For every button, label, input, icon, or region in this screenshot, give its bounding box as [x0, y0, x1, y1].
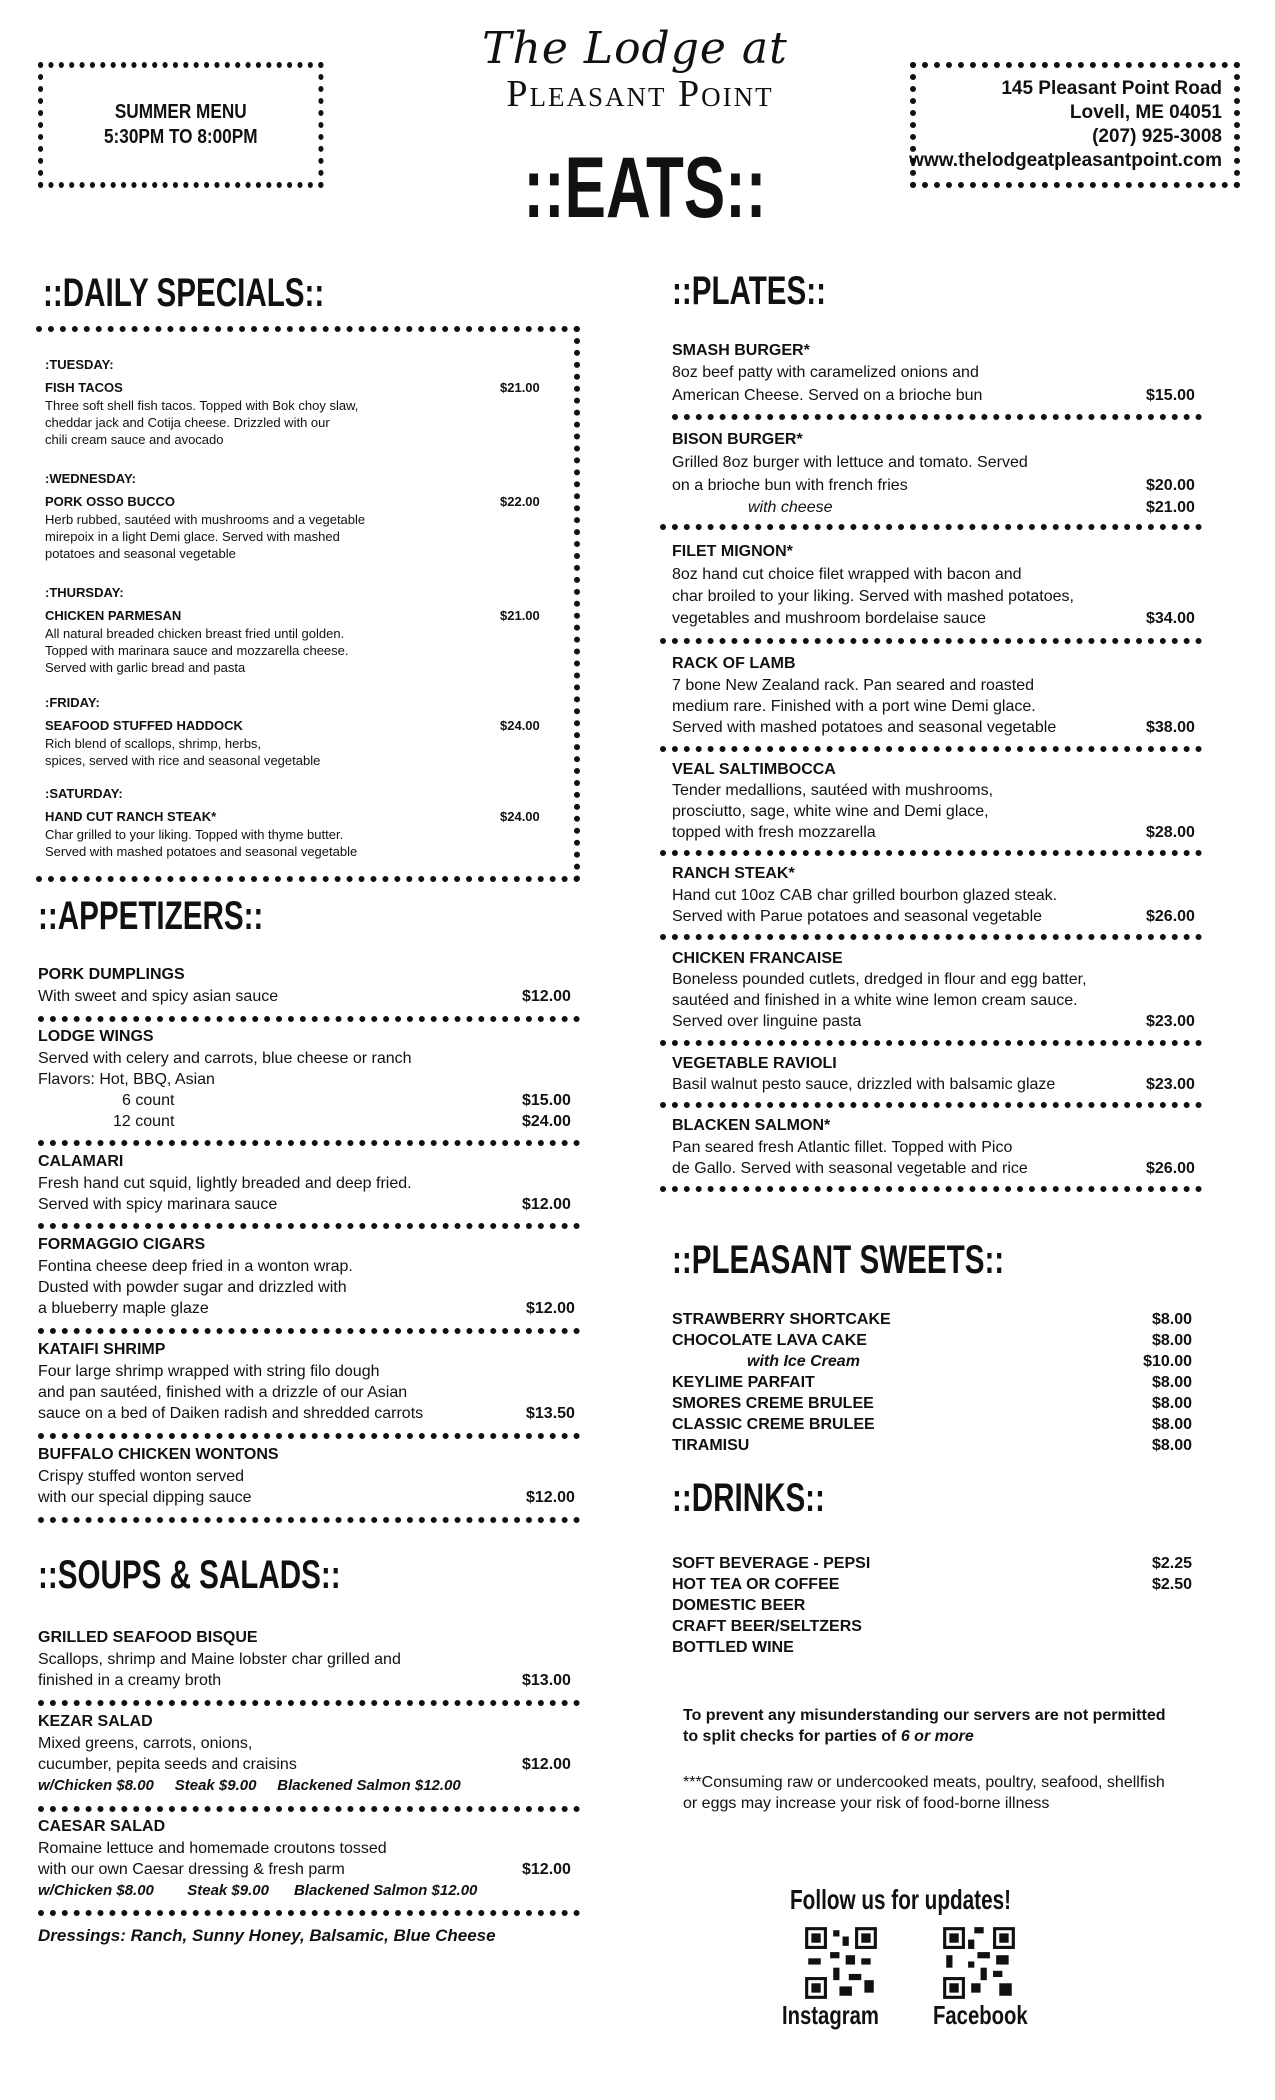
website[interactable]: www.thelodgeatpleasantpoint.com	[909, 150, 1222, 171]
contact-box	[910, 62, 1240, 188]
phone: (207) 925-3008	[1092, 126, 1222, 147]
drink-name: HOT TEA OR COFFEE	[672, 1576, 840, 1593]
specials-heading: ::DAILY SPECIALS::	[43, 271, 325, 315]
sweet-row	[672, 1372, 1192, 1393]
special-desc	[45, 826, 445, 860]
divider	[38, 1433, 580, 1439]
item-desc: a blueberry maple glaze	[38, 1300, 209, 1317]
item-price: $12.00	[526, 1300, 575, 1317]
item-desc: Served with mashed potatoes and seasonal vegetable	[672, 719, 1057, 736]
item-name: CAESAR SALAD	[38, 1818, 166, 1835]
sweet-price: $8.00	[1151, 1332, 1192, 1349]
desc-line: spices, served with rice and seasonal vegetable	[45, 753, 321, 768]
divider	[660, 1186, 1202, 1192]
item-name: VEGETABLE RAVIOLI	[672, 1055, 837, 1072]
item-price: $13.50	[526, 1405, 575, 1422]
option-label: 6 count	[122, 1092, 175, 1109]
special-name: FISH TACOS	[45, 380, 123, 395]
drink-name: CRAFT BEER/SELTZERS	[672, 1618, 862, 1635]
sweet-name: CLASSIC CREME BRULEE	[672, 1416, 875, 1433]
logo-main: Pleasant Point	[506, 73, 774, 115]
item-price: $12.00	[522, 1861, 571, 1878]
item-price: $12.00	[526, 1489, 575, 1506]
item-price: $13.00	[522, 1672, 571, 1689]
drink-name: BOTTLED WINE	[672, 1639, 794, 1656]
divider	[38, 1223, 580, 1229]
desc-line: All natural breaded chicken breast fried until golden.	[45, 626, 345, 641]
item-desc: Basil walnut pesto sauce, drizzled with balsamic glaze	[672, 1076, 1056, 1093]
item-name: FORMAGGIO CIGARS	[38, 1236, 206, 1253]
divider	[38, 1700, 580, 1706]
menu-hours: 5:30PM TO 8:00PM	[103, 126, 258, 148]
item-name: BISON BURGER*	[672, 431, 803, 448]
soups-heading: ::SOUPS & SALADS::	[38, 1553, 341, 1597]
divider	[660, 1102, 1202, 1108]
addons: w/Chicken $8.00 Steak $9.00 Blackened Salmon $12.00	[38, 1882, 478, 1899]
address-line2: Lovell, ME 04051	[1069, 102, 1222, 123]
divider	[660, 746, 1202, 752]
item-price: $26.00	[1146, 908, 1195, 925]
item-name: LODGE WINGS	[38, 1028, 154, 1045]
item-name: SMASH BURGER*	[672, 342, 810, 359]
special-day: :SATURDAY:	[45, 786, 123, 801]
drink-row	[672, 1553, 1192, 1574]
sweet-name: CHOCOLATE LAVA CAKE	[672, 1332, 867, 1349]
desc-line: Rich blend of scallops, shrimp, herbs,	[45, 736, 262, 751]
special-name: HAND CUT RANCH STEAK*	[45, 809, 217, 824]
drink-price: $2.50	[1151, 1576, 1192, 1593]
item-desc: Scallops, shrimp and Maine lobster char grilled and	[38, 1651, 401, 1668]
item-name: FILET MIGNON*	[672, 543, 793, 560]
desc-line: Char grilled to your liking. Topped with thyme butter.	[45, 827, 344, 842]
item-price: $23.00	[1146, 1076, 1195, 1093]
item-price: $12.00	[522, 1196, 571, 1213]
item-desc: on a brioche bun with french fries	[672, 477, 908, 494]
sweet-price: $10.00	[1143, 1353, 1192, 1370]
item-desc: vegetables and mushroom bordelaise sauce	[672, 610, 986, 627]
item-name: CHICKEN FRANCAISE	[672, 950, 843, 967]
item-desc: topped with fresh mozzarella	[672, 824, 876, 841]
item-price: $34.00	[1146, 610, 1195, 627]
item-desc: and pan sautéed, finished with a drizzle of our Asian	[38, 1384, 408, 1401]
desc-line: chili cream sauce and avocado	[45, 432, 224, 447]
sweet-name: with Ice Cream	[747, 1353, 860, 1370]
facebook-qr-icon[interactable]	[940, 1924, 1018, 2002]
item-desc: Crispy stuffed wonton served	[38, 1468, 245, 1485]
menu-title: SUMMER MENU	[114, 101, 247, 123]
item-desc: finished in a creamy broth	[38, 1672, 222, 1689]
instagram-label[interactable]: Instagram	[782, 2000, 879, 2030]
sweet-name: KEYLIME PARFAIT	[672, 1374, 815, 1391]
divider	[660, 1040, 1202, 1046]
item-desc: Four large shrimp wrapped with string filo dough	[38, 1363, 380, 1380]
sweet-price: $8.00	[1151, 1416, 1192, 1433]
warning-line1: ***Consuming raw or undercooked meats, poultry, seafood, shellfish	[683, 1774, 1165, 1791]
divider	[38, 1910, 580, 1916]
special-day: :WEDNESDAY:	[45, 471, 137, 486]
item-name: RACK OF LAMB	[672, 655, 796, 672]
option-price: $21.00	[1146, 499, 1195, 516]
item-name: BLACKEN SALMON*	[672, 1117, 831, 1134]
sweet-row	[672, 1330, 1192, 1351]
item-price: $28.00	[1146, 824, 1195, 841]
notice-line1: To prevent any misunderstanding our servers are not permitted	[683, 1707, 1166, 1724]
divider	[38, 1328, 580, 1334]
sweet-row	[672, 1393, 1192, 1414]
sweet-price: $8.00	[1151, 1437, 1192, 1454]
drink-name: SOFT BEVERAGE - PEPSI	[672, 1555, 871, 1572]
item-name: CALAMARI	[38, 1153, 124, 1170]
divider	[660, 934, 1202, 940]
item-desc: de Gallo. Served with seasonal vegetable and rice	[672, 1160, 1028, 1177]
desc-line: cheddar jack and Cotija cheese. Drizzled with our	[45, 415, 330, 430]
item-desc: Boneless pounded cutlets, dredged in flour and egg batter,	[672, 971, 1087, 988]
desc-line: Herb rubbed, sautéed with mushrooms and a vegetable	[45, 512, 366, 527]
sweets-heading: ::PLEASANT SWEETS::	[672, 1238, 1005, 1282]
item-desc: Fontina cheese deep fried in a wonton wrap.	[38, 1258, 353, 1275]
sweet-name: SMORES CREME BRULEE	[672, 1395, 874, 1412]
item-desc: char broiled to your liking. Served with mashed potatoes,	[672, 588, 1074, 605]
special-day: :FRIDAY:	[45, 695, 100, 710]
item-desc: with our special dipping sauce	[38, 1489, 252, 1506]
addons: w/Chicken $8.00 Steak $9.00 Blackened Salmon $12.00	[38, 1777, 461, 1794]
divider	[38, 1806, 580, 1812]
item-price: $12.00	[522, 988, 571, 1005]
special-name: CHICKEN PARMESAN	[45, 608, 182, 623]
item-desc: Served over linguine pasta	[672, 1013, 862, 1030]
split-check-notice	[683, 1705, 1223, 1747]
drink-name: DOMESTIC BEER	[672, 1597, 806, 1614]
item-desc: Served with celery and carrots, blue cheese or ranch	[38, 1050, 412, 1067]
notice-line2-emph: 6 or more	[900, 1728, 974, 1745]
item-price: $26.00	[1146, 1160, 1195, 1177]
logo-script: The Lodge at	[482, 23, 788, 74]
item-desc: Tender medallions, sautéed with mushrooms,	[672, 782, 994, 799]
drink-price: $2.25	[1151, 1555, 1192, 1572]
item-desc: With sweet and spicy asian sauce	[38, 988, 279, 1005]
item-price: $15.00	[1146, 387, 1195, 404]
item-name: VEAL SALTIMBOCCA	[672, 761, 836, 778]
item-name: KATAIFI SHRIMP	[38, 1341, 166, 1358]
item-desc: Flavors: Hot, BBQ, Asian	[38, 1071, 215, 1088]
special-desc	[45, 511, 445, 562]
sweet-name: STRAWBERRY SHORTCAKE	[672, 1311, 891, 1328]
special-price: $21.00	[500, 380, 540, 395]
hours-box	[38, 62, 324, 188]
divider	[672, 414, 1202, 420]
warning-line2: or eggs may increase your risk of food-borne illness	[683, 1795, 1050, 1812]
item-desc: Served with spicy marinara sauce	[38, 1196, 278, 1213]
item-desc: Dusted with powder sugar and drizzled with	[38, 1279, 347, 1296]
item-desc: medium rare. Finished with a port wine Demi glace.	[672, 698, 1036, 715]
item-name: PORK DUMPLINGS	[38, 966, 185, 983]
option-label: 12 count	[113, 1113, 175, 1130]
special-price: $24.00	[500, 809, 540, 824]
desc-line: Served with garlic bread and pasta	[45, 660, 246, 675]
item-desc: Romaine lettuce and homemade croutons tossed	[38, 1840, 387, 1857]
sweet-price: $8.00	[1151, 1311, 1192, 1328]
item-desc: 7 bone New Zealand rack. Pan seared and roasted	[672, 677, 1035, 694]
sweet-price: $8.00	[1151, 1374, 1192, 1391]
divider	[38, 1140, 580, 1146]
dressings: Dressings: Ranch, Sunny Honey, Balsamic, Blue Cheese	[38, 1926, 496, 1945]
divider	[38, 1016, 580, 1022]
notice-line2	[683, 1726, 1223, 1747]
special-price: $24.00	[500, 718, 540, 733]
option-price: $24.00	[522, 1113, 571, 1130]
item-desc: Served with Parue potatoes and seasonal vegetable	[672, 908, 1043, 925]
instagram-qr-icon[interactable]	[802, 1924, 880, 2002]
desc-line: Three soft shell fish tacos. Topped with Bok choy slaw,	[45, 398, 359, 413]
divider	[660, 638, 1202, 644]
facebook-label[interactable]: Facebook	[933, 2000, 1028, 2030]
divider	[660, 524, 1202, 530]
special-name: SEAFOOD STUFFED HADDOCK	[45, 718, 243, 733]
item-desc: with our own Caesar dressing & fresh parm	[38, 1861, 345, 1878]
item-name: KEZAR SALAD	[38, 1713, 153, 1730]
option-price: $15.00	[522, 1092, 571, 1109]
special-price: $21.00	[500, 608, 540, 623]
item-price: $20.00	[1146, 477, 1195, 494]
drink-row	[672, 1637, 1192, 1658]
sweet-price: $8.00	[1151, 1395, 1192, 1412]
sweet-name: TIRAMISU	[672, 1437, 750, 1454]
divider	[38, 1517, 580, 1523]
drink-row	[672, 1595, 1192, 1616]
item-name: GRILLED SEAFOOD BISQUE	[38, 1629, 258, 1646]
notice-line2-prefix: to split checks for parties of	[683, 1728, 901, 1745]
item-desc: cucumber, pepita seeds and craisins	[38, 1756, 297, 1773]
item-price: $23.00	[1146, 1013, 1195, 1030]
special-day: :THURSDAY:	[45, 585, 124, 600]
desc-line: Served with mashed potatoes and seasonal vegetable	[45, 844, 358, 859]
sweet-row	[672, 1309, 1192, 1330]
sweet-row	[672, 1435, 1192, 1456]
item-desc: Hand cut 10oz CAB char grilled bourbon glazed steak.	[672, 887, 1058, 904]
item-desc: 8oz beef patty with caramelized onions and	[672, 364, 979, 381]
item-desc: 8oz hand cut choice filet wrapped with bacon and	[672, 566, 1022, 583]
item-price: $38.00	[1146, 719, 1195, 736]
item-desc: American Cheese. Served on a brioche bun	[672, 387, 983, 404]
item-name: BUFFALO CHICKEN WONTONS	[38, 1446, 279, 1463]
special-name: PORK OSSO BUCCO	[45, 494, 176, 509]
plates-heading: ::PLATES::	[672, 269, 827, 313]
divider	[660, 850, 1202, 856]
sweet-row	[672, 1351, 1192, 1372]
drink-row	[672, 1574, 1192, 1595]
item-desc: Pan seared fresh Atlantic fillet. Topped with Pico	[672, 1139, 1013, 1156]
desc-line: Topped with marinara sauce and mozzarella cheese.	[45, 643, 349, 658]
drinks-heading: ::DRINKS::	[672, 1476, 825, 1520]
address-line1: 145 Pleasant Point Road	[1001, 78, 1222, 99]
item-desc: sautéed and finished in a white wine lemon cream sauce.	[672, 992, 1078, 1009]
page-title: ::EATS::	[523, 140, 767, 236]
drink-row	[672, 1616, 1192, 1637]
option-label: with cheese	[748, 499, 833, 516]
special-desc	[45, 625, 445, 676]
sweet-row	[672, 1414, 1192, 1435]
item-desc: Grilled 8oz burger with lettuce and tomato. Served	[672, 454, 1028, 471]
follow-heading: Follow us for updates!	[790, 1884, 1012, 1915]
special-desc	[45, 397, 445, 448]
special-price: $22.00	[500, 494, 540, 509]
item-desc: sauce on a bed of Daiken radish and shredded carrots	[38, 1405, 424, 1422]
special-day: :TUESDAY:	[45, 357, 114, 372]
appetizers-heading: ::APPETIZERS::	[38, 894, 264, 938]
desc-line: mirepoix in a light Demi glace. Served with mashed	[45, 529, 340, 544]
consumer-warning	[683, 1772, 1223, 1814]
item-price: $12.00	[522, 1756, 571, 1773]
item-desc: Fresh hand cut squid, lightly breaded and deep fried.	[38, 1175, 412, 1192]
desc-line: potatoes and seasonal vegetable	[45, 546, 236, 561]
item-desc: Mixed greens, carrots, onions,	[38, 1735, 253, 1752]
special-desc	[45, 735, 445, 769]
item-desc: prosciutto, sage, white wine and Demi glace,	[672, 803, 989, 820]
item-name: RANCH STEAK*	[672, 865, 795, 882]
